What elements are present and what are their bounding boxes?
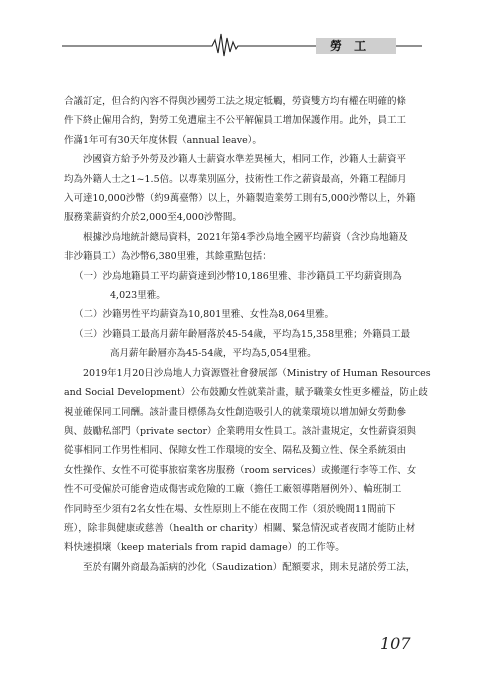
text-line: 作同時至少須有2名女性在場、女性原則上不能在夜間工作（須於晚間11間前下 [64,503,396,515]
list-item [64,305,424,324]
paragraph [64,92,424,150]
text-line: （一）沙烏地籍員工平均薪資達到沙幣10,186里雅、非沙籍員工平均薪資則為 [74,270,402,282]
text-line: 合議訂定，但合約內容不得與沙國勞工法之規定牴觸，勞資雙方均有權在明確的條 [64,96,407,107]
text-line: 班），除非與健康或慈善（health or charity）相關、緊急情況或者夜間才能防止材 [64,522,416,534]
text-line: 件下終止僱用合約，對勞工免遭雇主不公平解僱員工增加保護作用。此外，員工工 [64,115,407,127]
text-line: （三）沙籍員工最高月薪年齡層落於45-54歲，平均為15,358里雅；外籍員工最 [74,328,411,340]
text-line: 與、鼓勵私部門（private sector）企業聘用女性員工。該計畫規定，女性薪資須與 [64,425,417,437]
text-line: 女性操作、女性不可從事旅宿業客房服務（room services）或搬運行李等工作、女 [64,464,417,476]
text-line: 沙國資方給予外勞及沙籍人士薪資水準差異極大，相同工作，沙籍人士薪資平 [83,154,407,166]
text-line: 從事相同工作男性相同、保障女性工作環境的安全、隔私及獨立性、保全系統須由 [64,445,407,457]
paragraph [64,228,424,267]
body-text [64,92,431,577]
text-line: 高月薪年齡層亦為45-54歲，平均為5,054里雅。 [110,348,317,360]
text-line: and Social Development）公布鼓勵女性就業計畫，賦予職業女性更多權益，防止歧 [64,387,428,399]
text-line: 2019年1月20日沙烏地人力資源暨社會發展部（Ministry of Human Resources [83,367,431,379]
text-line: 4,023里雅。 [110,290,166,302]
text-line: 料快速損壞（keep materials from rapid damage）的工作等。 [64,542,345,554]
page-header [0,0,480,70]
text-line: 至於有關外商最為詬病的沙化（Saudization）配額要求，則未見諸於勞工法， [83,561,416,573]
text-line: 服務業薪資約介於2,000至4,000沙幣間。 [64,212,242,224]
paragraph [64,558,424,577]
page-number: 107 [380,634,411,653]
section-title: 勞 工 [316,38,396,54]
text-line: 作滿1年可有30天年度休假（annual leave）。 [64,134,262,146]
list-item [64,267,424,306]
text-line: 非沙籍員工）為沙幣6,380里雅，其餘重點包括： [64,251,272,263]
paragraph [64,364,431,558]
text-line: 根據沙烏地統計總局資料，2021年第4季沙烏地全國平均薪資（含沙烏地籍及 [83,231,408,243]
text-line: 性不可受僱於可能會造成傷害或危險的工廠（擔任工廠領導階層例外）、輪班制工 [64,484,402,496]
text-line: 均為外籍人士之1~1.5倍。以專業別區分，技術性工作之薪資最高，外籍工程師月 [64,173,407,185]
text-line: 視並確保同工同酬。該計畫目標係為女性創造吸引人的就業環境以增加婦女勞動參 [64,406,407,418]
list-item [64,325,424,364]
text-line: （二）沙籍男性平均薪資為10,801里雅、女性為8,064里雅。 [74,309,334,321]
text-line: 入可達10,000沙幣（約9萬臺幣）以上，外籍製造業勞工則有5,000沙幣以上，外籍 [64,193,416,205]
paragraph [64,150,424,228]
header-rule-heartbeat-icon [0,0,480,70]
